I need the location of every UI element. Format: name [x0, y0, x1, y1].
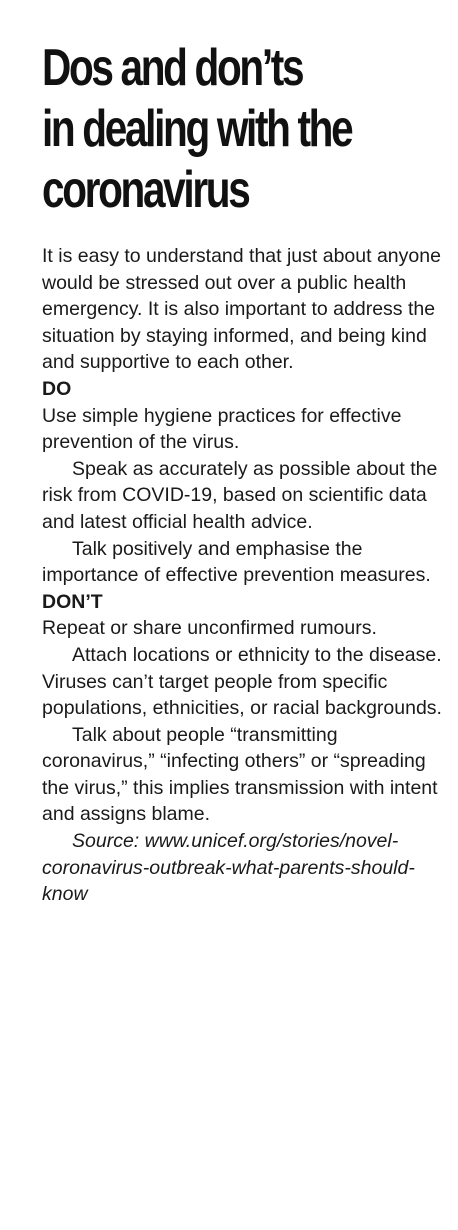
headline-line-3: coronavirus	[42, 161, 249, 219]
intro-paragraph: It is easy to understand that just about anyone would be stressed out over a public health emergency. It is also important to address the situation by staying informed, and being kind and supportive to each other.	[42, 245, 441, 374]
headline-line-1: Dos and don’ts	[42, 39, 303, 97]
do-item-1: Use simple hygiene practices for effective prevention of the virus.	[42, 404, 402, 454]
headline	[42, 38, 441, 221]
headline-line-2: in dealing with the	[42, 100, 352, 158]
dont-item-3: Talk about people “transmitting coronavirus,” “infecting others” or “spreading the virus,” this implies transmission with intent and assigns blame.	[42, 723, 438, 826]
do-item-2: Speak as accurately as possible about the risk from COVID-19, based on scientific data and latest official health advice.	[42, 457, 438, 533]
article-body	[42, 243, 442, 908]
dont-heading: DON’T	[42, 590, 103, 613]
dont-item-2: Attach locations or ethnicity to the disease. Viruses can’t target people from specific populations, ethnicities, or racial backgrounds.	[42, 643, 442, 720]
do-heading: DO	[42, 377, 72, 400]
do-item-3: Talk positively and emphasise the importance of effective prevention measures.	[42, 537, 431, 587]
source-citation: Source: www.unicef.org/stories/novel-coronavirus-outbreak-what-parents-should-know	[42, 830, 415, 906]
dont-item-1: Repeat or share unconfirmed rumours.	[42, 617, 377, 640]
article	[42, 38, 442, 906]
